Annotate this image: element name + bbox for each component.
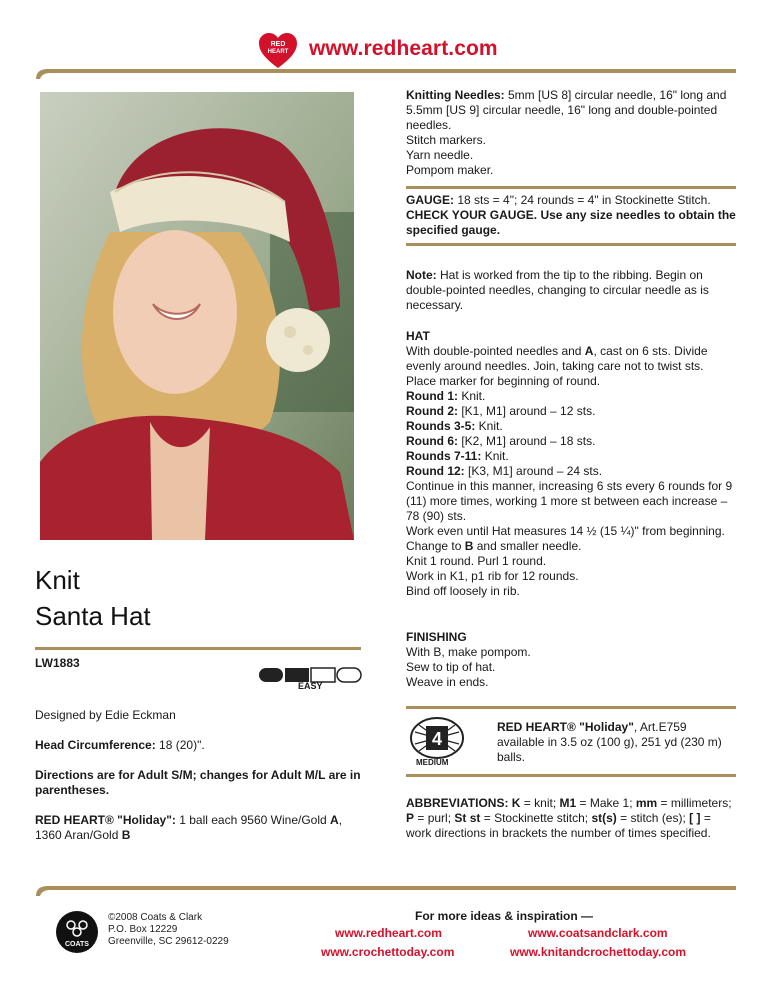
directions-note: Directions are for Adult S/M; changes for Adult M/L are in parentheses.	[35, 768, 361, 797]
finishing-line-2: Sew to tip of hat.	[406, 660, 496, 674]
round-7: Knit.	[481, 449, 509, 463]
footer-link-crochettoday[interactable]: www.crochettoday.com	[321, 945, 455, 959]
abbr-bracket-label: [ ]	[689, 811, 701, 825]
round-1-label: Round 1:	[406, 389, 458, 403]
needles-text: 5mm [US 8] circular needle, 16" long and 5.5mm [US 9] circular needle, 16" long and double-pointed needles.	[406, 88, 727, 132]
hat-change-1: Change to	[406, 539, 465, 553]
abbr-mm-label: mm	[635, 796, 658, 810]
hat-intro-a: A	[584, 344, 594, 358]
hat-continue: Continue in this manner, increasing 6 sts every 6 rounds for 9 (11) more times, working 1 more st between each increase – 78 (90) sts.	[406, 479, 733, 523]
hat-work-even: Work even until Hat measures 14 ½ (15 ¼)" from beginning.	[406, 524, 725, 538]
abbr-stst-label: St st	[454, 811, 481, 825]
footer-link-knitandcrochettoday[interactable]: www.knitandcrochettoday.com	[510, 945, 687, 959]
note-label: Note:	[406, 268, 437, 282]
po-box: P.O. Box 12229	[108, 924, 178, 935]
abbr-label: ABBREVIATIONS:	[406, 796, 509, 810]
abbr-k-label: K	[511, 796, 521, 810]
round-1: Knit.	[458, 389, 486, 403]
head-circumference	[35, 738, 365, 753]
hat-bind-off: Bind off loosely in rib.	[406, 584, 520, 598]
abbr-stst: = Stockinette stitch;	[480, 811, 592, 825]
abbr-k: = knit;	[520, 796, 560, 810]
footer-link-coatsandclark[interactable]: www.coatsandclark.com	[528, 926, 668, 940]
needles-label: Knitting Needles:	[406, 88, 505, 102]
title-rule	[35, 647, 361, 650]
yarn-info	[497, 720, 737, 765]
yarn-art: , Art.E759	[633, 720, 687, 734]
coats-logo	[55, 910, 99, 954]
round-12-label: Round 12:	[406, 464, 465, 478]
finishing-line-1: With B, make pompom.	[406, 645, 531, 659]
finishing-line-3: Weave in ends.	[406, 675, 489, 689]
yarn-availability: available in 3.5 oz (100 g), 251 yd (230 m) balls.	[497, 735, 722, 764]
yarn-b: B	[121, 828, 131, 842]
finishing-rule	[406, 706, 736, 709]
yarn-weight-number: 4	[431, 729, 443, 749]
designer-credit: Designed by Edie Eckman	[35, 708, 176, 722]
abbr-sts: = stitch (es);	[616, 811, 690, 825]
round-3-label: Rounds 3-5:	[406, 419, 476, 433]
round-6-label: Round 6:	[406, 434, 458, 448]
yarn-text-1: 1 ball each 9560 Wine/Gold	[175, 813, 331, 827]
hat-knit-round: Knit 1 round. Purl 1 round.	[406, 554, 547, 568]
materials-line-4: Pompom maker.	[406, 163, 494, 177]
note-section	[406, 268, 736, 313]
yarn-text-2: , 1360 Aran/Gold	[35, 813, 343, 842]
materials-rule	[406, 186, 736, 189]
round-6: [K2, M1] around – 18 sts.	[458, 434, 596, 448]
head-circ-value: 18 (20)".	[155, 738, 205, 752]
abbr-p: = purl;	[414, 811, 455, 825]
city: Greenville, SC 29612-0229	[108, 936, 229, 947]
yarn-requirement	[35, 813, 365, 843]
gauge-section	[406, 193, 736, 238]
round-3: Knit.	[475, 419, 503, 433]
gauge-check: CHECK YOUR GAUGE. Use any size needles to obtain the specified gauge.	[406, 208, 736, 237]
gauge-text: 18 sts = 4"; 24 rounds = 4" in Stockinette Stitch.	[454, 193, 711, 207]
more-ideas-heading: For more ideas & inspiration —	[415, 909, 594, 923]
copyright: ©2008 Coats & Clark	[108, 912, 203, 923]
note-text: Hat is worked from the tip to the ribbing. Begin on double-pointed needles, changing to circular needle as is necessary.	[406, 268, 709, 312]
gauge-rule	[406, 243, 736, 246]
hat-intro-2: , cast on 6 sts. Divide evenly around needles. Join, taking care not to twist sts. Place marker for beginning of round.	[406, 344, 708, 388]
abbreviations-section	[406, 796, 736, 841]
hat-change-2: and smaller needle.	[473, 539, 582, 553]
title-line-1: Knit	[35, 565, 80, 595]
gauge-label: GAUGE:	[406, 193, 454, 207]
site-url-link[interactable]: www.redheart.com	[309, 37, 498, 60]
yarn-weight-label: MEDIUM	[416, 758, 449, 767]
footer-address	[108, 912, 229, 948]
footer-link-redheart[interactable]: www.redheart.com	[335, 926, 442, 940]
finishing-heading: FINISHING	[406, 630, 467, 644]
round-12: [K3, M1] around – 24 sts.	[464, 464, 603, 478]
materials-section	[406, 88, 736, 178]
abbr-bracket: = work directions in brackets the number of times specified.	[406, 811, 711, 840]
title-line-2: Santa Hat	[35, 601, 151, 631]
head-circ-label: Head Circumference:	[35, 738, 156, 752]
abbr-sts-label: st(s)	[591, 811, 617, 825]
abbr-mm: = millimeters;	[657, 796, 732, 810]
bottom-decorative-bar	[36, 882, 736, 896]
abbr-m1-label: M1	[559, 796, 577, 810]
yarn-label: RED HEART® "Holiday":	[35, 813, 176, 827]
skill-level-label: EASY	[298, 681, 323, 691]
santa-hat-photo	[40, 92, 354, 540]
hat-section	[406, 329, 736, 599]
logo-text-top: RED	[270, 41, 286, 48]
yarn-a: A	[330, 813, 339, 827]
materials-line-3: Yarn needle.	[406, 148, 474, 162]
finishing-section	[406, 630, 736, 690]
round-7-label: Rounds 7-11:	[406, 449, 482, 463]
pattern-title	[35, 562, 151, 634]
round-2-label: Round 2:	[406, 404, 458, 418]
hat-change-b: B	[464, 539, 474, 553]
hat-intro-1: With double-pointed needles and	[406, 344, 585, 358]
round-2: [K1, M1] around – 12 sts.	[458, 404, 596, 418]
logo-text-bottom: HEART	[267, 49, 289, 55]
pattern-number: LW1883	[35, 656, 80, 670]
yarn-rule	[406, 774, 736, 777]
hat-heading: HAT	[406, 329, 430, 343]
hat-rib: Work in K1, p1 rib for 12 rounds.	[406, 569, 579, 583]
coats-logo-text: COATS	[65, 941, 89, 948]
yarn-name: RED HEART® "Holiday"	[497, 720, 634, 734]
materials-line-2: Stitch markers.	[406, 133, 487, 147]
abbr-p-label: P	[406, 811, 415, 825]
top-decorative-bar	[36, 65, 736, 79]
abbr-m1: = Make 1;	[576, 796, 636, 810]
